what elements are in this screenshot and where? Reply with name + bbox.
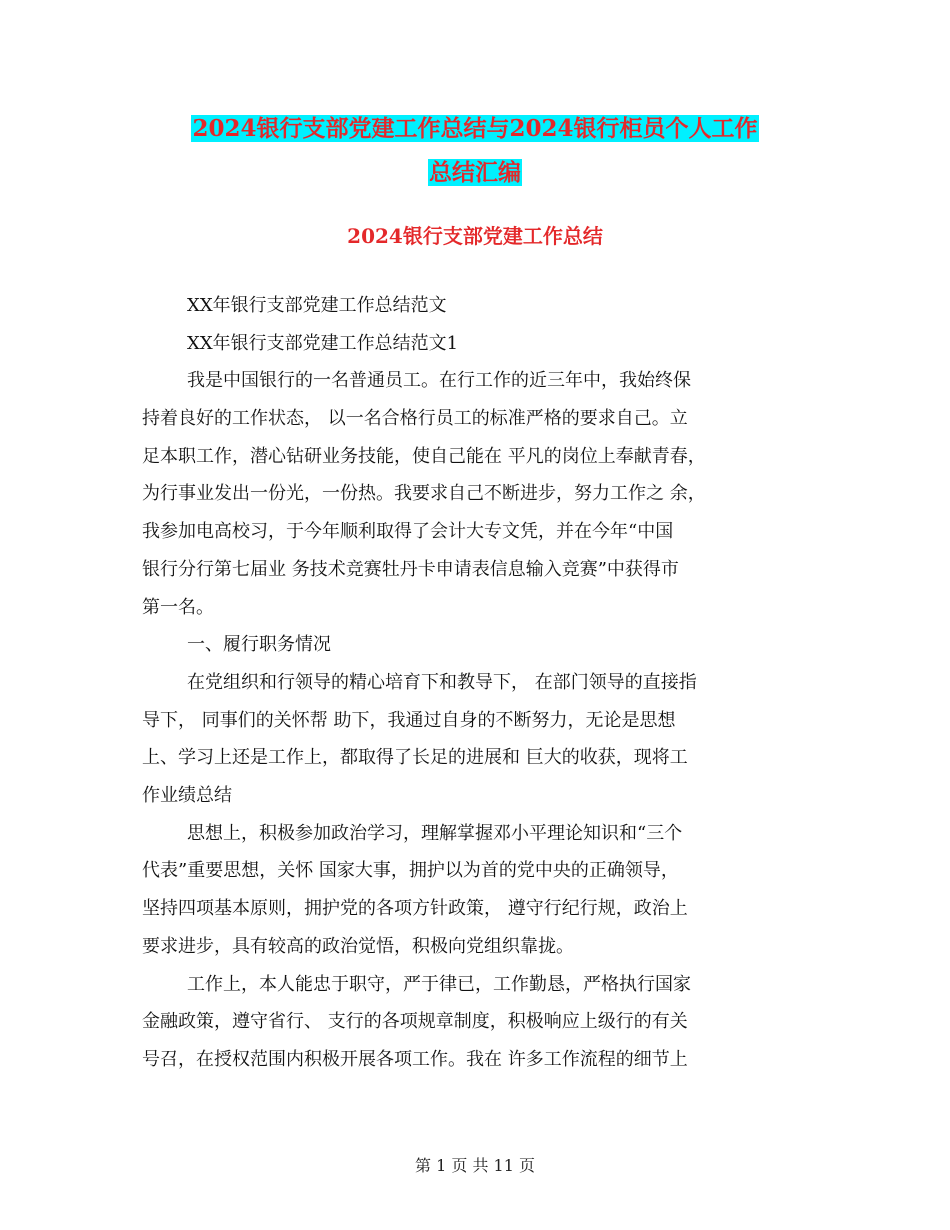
paragraph (142, 966, 822, 1079)
paragraph-line: 作业绩总结 (142, 785, 232, 807)
paragraph-line: 思想上，积极参加政治学习，理解掌握邓小平理论知识和“三个 (187, 822, 683, 844)
paragraph-line: 代表”重要思想，关怀 国家大事，拥护以为首的党中央的正确领导， (142, 860, 679, 882)
paragraph-line: 持着良好的工作状态， 以一名合格行员工的标准严格的要求自己。立 (142, 408, 688, 430)
title-highlight: 总结汇编 (429, 159, 521, 186)
paragraph (142, 362, 822, 626)
paragraph-line: XX年银行支部党建工作总结范文1 (187, 332, 459, 354)
paragraph (142, 287, 822, 325)
paragraph-line: 第一名。 (142, 596, 214, 618)
paragraph-line: 坚持四项基本原则，拥护党的各项方针政策， 遵守行纪行规，政治上 (142, 898, 688, 920)
paragraph (142, 325, 822, 363)
paragraph-line: 我参加电高校习，于今年顺利取得了会计大专文凭，并在今年“中国 (142, 521, 674, 543)
document-title-line-2 (0, 158, 950, 188)
document-title-line-1 (0, 114, 950, 144)
paragraph-line: 金融政策，遵守省行、 支行的各项规章制度，积极响应上级行的有关 (142, 1011, 688, 1033)
paragraph-line: 在党组织和行领导的精心培育下和教导下， 在部门领导的直接指 (187, 672, 697, 693)
paragraph-line: 要求进步，具有较高的政治觉悟，积极向党组织靠拢。 (142, 935, 574, 957)
paragraph (142, 815, 822, 966)
paragraph (142, 664, 822, 815)
paragraph-line: 一、履行职务情况 (187, 634, 331, 656)
title-highlight: 2024银行支部党建工作总结与2024银行柜员个人工作 (192, 115, 758, 142)
page-footer: 第 1 页 共 11 页 (415, 1156, 535, 1175)
paragraph-line: 足本职工作，潜心钻研业务技能，使自己能在 平凡的岗位上奉献青春， (142, 445, 706, 467)
paragraph-line: 号召，在授权范围内积极开展各项工作。我在 许多工作流程的细节上 (142, 1048, 688, 1070)
paragraph (142, 626, 822, 664)
paragraph-line: 上、学习上还是工作上，都取得了长足的进展和 巨大的收获，现将工 (142, 747, 688, 769)
paragraph-line: 我是中国银行的一名普通员工。在行工作的近三年中，我始终保 (187, 370, 691, 392)
paragraph-line: 银行分行第七届业 务技术竞赛牡丹卡申请表信息输入竞赛”中获得市 (142, 558, 679, 580)
paragraph-line: 为行事业发出一份光，一份热。我要求自己不断进步，努力工作之 余， (142, 483, 706, 505)
section-title: 2024银行支部党建工作总结 (347, 224, 603, 248)
paragraph-line: XX年银行支部党建工作总结范文 (187, 295, 447, 316)
paragraph-line: 导下， 同事们的关怀帮 助下，我通过自身的不断努力，无论是思想 (142, 709, 676, 731)
paragraph-line: 工作上，本人能忠于职守，严于律已，工作勤恳，严格执行国家 (187, 973, 691, 995)
